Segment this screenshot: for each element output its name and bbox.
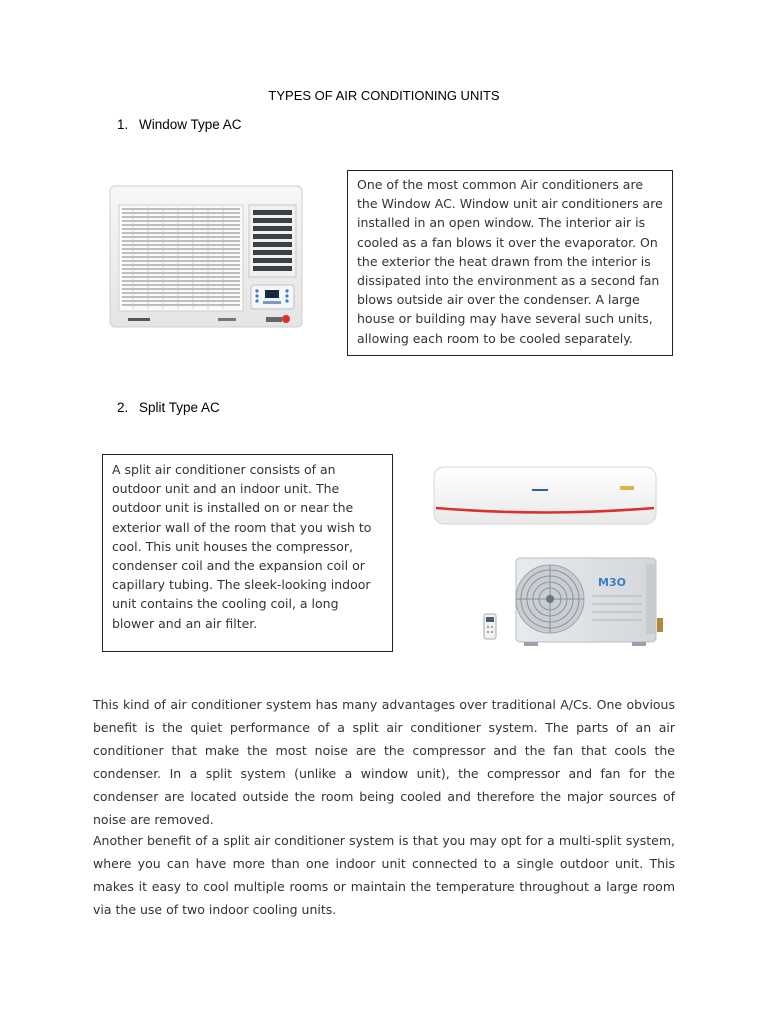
section-number: 2.: [117, 400, 129, 415]
section-title: Window Type AC: [139, 117, 242, 132]
paragraph-multi-split: Another benefit of a split air conditioner system is that you may opt for a multi-split system, where you can have more than one indoor unit connected to a single outdoor unit. This makes it easy to cool multiple rooms or maintain the temperature throughout a large room via the use of two indoor cooling units.: [93, 833, 675, 917]
split-ac-image: [420, 458, 670, 654]
paragraph-advantages: This kind of air conditioner system has many advantages over traditional A/Cs. One obvious benefit is the quiet performance of a split air conditioner system. The parts of an air conditioner that make the most noise are the compressor and the fan that cools the condenser. In a split system (unlike a window unit), the compressor and fan for the condenser are located outside the room being cooled and therefore the major sources of noise are removed.: [93, 697, 675, 827]
window-ac-description-box: [347, 170, 673, 356]
split-ac-description: A split air conditioner consists of an outdoor unit and an indoor unit. The outdoor unit is installed on or near the exterior wall of the room that you wish to cool. This unit houses the compressor, condenser coil and the expansion coil or capillary tubing. The sleek-looking indoor unit contains the cooling coil, a long blower and an air filter.: [112, 462, 372, 631]
section-heading-split-ac: [117, 400, 220, 415]
section-title: Split Type AC: [139, 400, 220, 415]
section-number: 1.: [117, 117, 129, 132]
split-ac-description-box: [102, 454, 393, 652]
outdoor-unit-logo: M3O: [598, 576, 626, 589]
section-heading-window-ac: [117, 117, 242, 132]
page-title: TYPES OF AIR CONDITIONING UNITS: [268, 88, 500, 103]
window-ac-description: One of the most common Air conditioners are the Window AC. Window unit air conditioners are installed in an open window. The interior air is cooled as a fan blows it over the evaporator. On the exterior the heat drawn from the interior is dissipated into the environment as a second fan blows outside air over the condenser. A large house or building may have several such units, allowing each room to be cooled separately.: [357, 177, 663, 346]
window-ac-image: [108, 183, 304, 331]
